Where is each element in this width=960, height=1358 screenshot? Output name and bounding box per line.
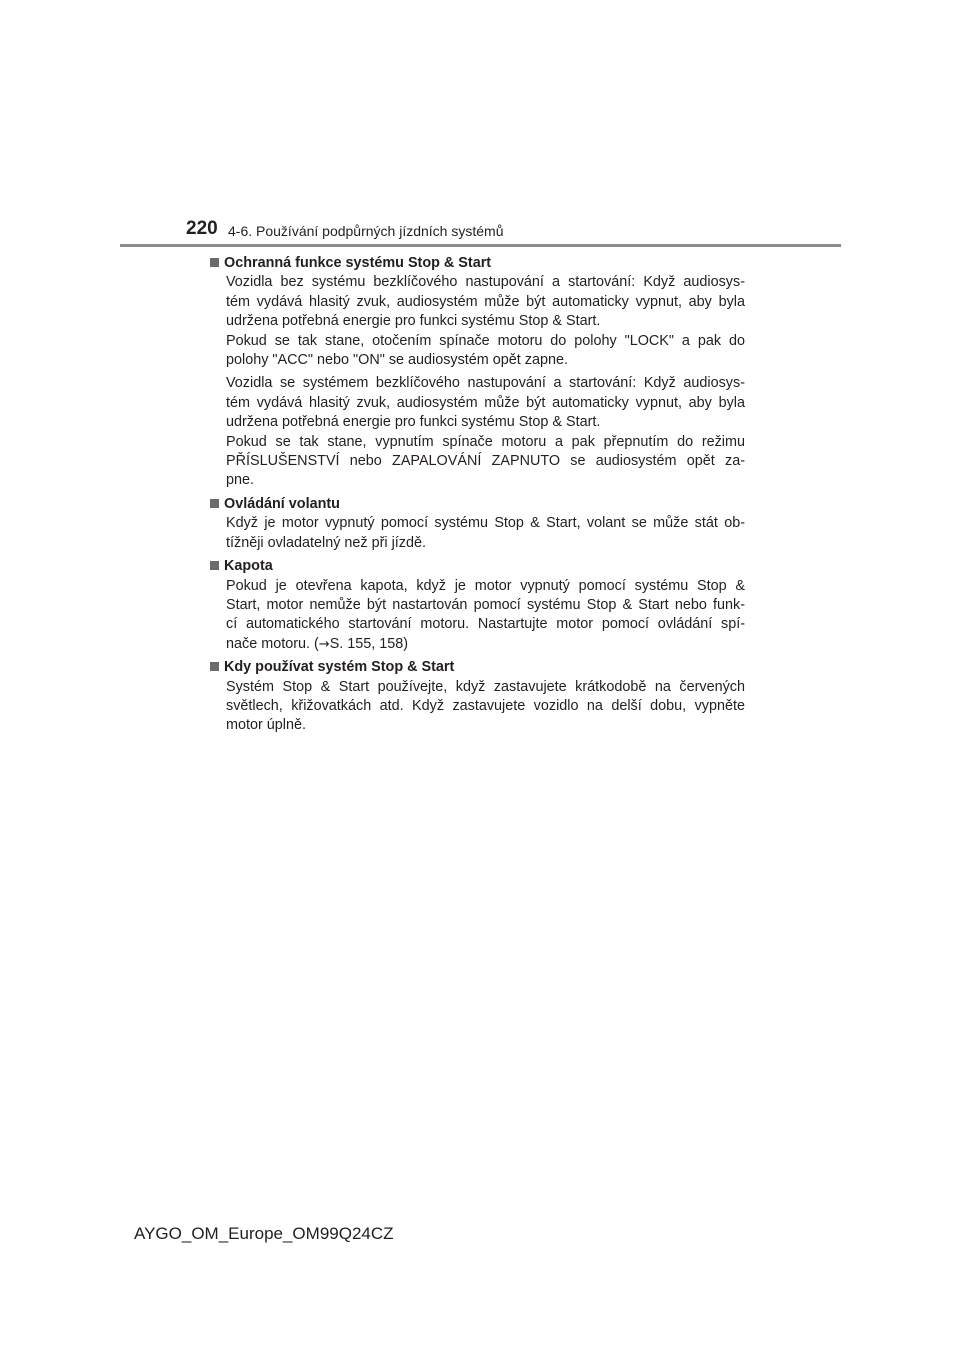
text-line: Vozidla se systémem bezklíčového nastupování a startování: Když audiosys-: [226, 375, 745, 392]
paragraph: [210, 273, 745, 370]
text-line: pne.: [226, 472, 255, 489]
chapter-title: 4-6. Používání podpůrných jízdních systémů: [228, 223, 504, 239]
section-stop-start-protection: [210, 254, 745, 491]
text-line: PŘÍSLUŠENSTVÍ nebo ZAPALOVÁNÍ ZAPNUTO se audiosystém opět za-: [226, 453, 745, 470]
text-line: Pokud se tak stane, vypnutím spínače motoru a pak přepnutím do režimu: [226, 433, 745, 450]
section-when-to-use: [210, 658, 745, 736]
text-line: Pokud je otevřena kapota, když je motor vypnutý pomocí systému Stop &: [226, 577, 745, 594]
text-line: [226, 635, 745, 654]
bullet-square-icon: [210, 662, 219, 671]
text-line: Start, motor nemůže být nastartován pomocí systému Stop & Start nebo funk-: [226, 596, 745, 613]
text-line: Když je motor vypnutý pomocí systému Stop & Start, volant se může stát ob-: [226, 515, 745, 532]
section-hood: [210, 557, 745, 654]
section-heading: [210, 254, 745, 273]
footer-document-code: AYGO_OM_Europe_OM99Q24CZ: [134, 1224, 394, 1243]
bullet-square-icon: [210, 499, 219, 508]
paragraph: [210, 374, 745, 490]
text-line: Pokud se tak stane, otočením spínače motoru do polohy "LOCK" a pak do: [226, 332, 745, 349]
text-line: tém vydává hlasitý zvuk, audiosystém může být automaticky vypnut, aby byla: [226, 293, 745, 310]
text-fragment: nače motoru. (: [226, 635, 319, 652]
bullet-square-icon: [210, 258, 219, 267]
text-line: světlech, křižovatkách atd. Když zastavujete vozidlo na delší dobu, vypněte: [226, 697, 745, 714]
section-steering: [210, 495, 745, 553]
bullet-square-icon: [210, 561, 219, 570]
section-heading-text: Ovládání volantu: [224, 495, 340, 512]
text-line: Systém Stop & Start používejte, když zastavujete krátkodobě na červených: [226, 678, 745, 695]
section-heading: [210, 557, 745, 576]
section-heading: [210, 495, 745, 514]
arrow-right-icon: →: [318, 636, 330, 652]
text-line: tém vydává hlasitý zvuk, audiosystém může být automaticky vypnut, aby byla: [226, 394, 745, 411]
text-line: cí automatického startování motoru. Nastartujte motor pomocí ovládání spí-: [226, 616, 745, 633]
section-heading-text: Kapota: [224, 558, 273, 575]
section-heading: [210, 658, 745, 677]
header-divider: [120, 244, 841, 247]
paragraph: [210, 577, 745, 655]
paragraph: [210, 514, 745, 553]
section-heading-text: Kdy používat systém Stop & Start: [224, 659, 455, 676]
text-line: udržena potřebná energie pro funkci systému Stop & Start.: [226, 414, 601, 431]
text-line: motor úplně.: [226, 717, 306, 734]
page-number: 220: [186, 218, 218, 239]
page-reference[interactable]: S. 155, 158): [329, 635, 409, 652]
text-line: polohy "ACC" nebo "ON" se audiosystém opět zapne.: [226, 352, 569, 369]
text-line: udržena potřebná energie pro funkci systému Stop & Start.: [226, 313, 601, 330]
section-heading-text: Ochranná funkce systému Stop & Start: [224, 255, 492, 271]
text-line: Vozidla bez systému bezklíčového nastupování a startování: Když audiosys-: [226, 274, 745, 291]
text-line: tížněji ovladatelný než při jízdě.: [226, 534, 426, 551]
page-content: [210, 254, 745, 740]
paragraph: [210, 678, 745, 736]
